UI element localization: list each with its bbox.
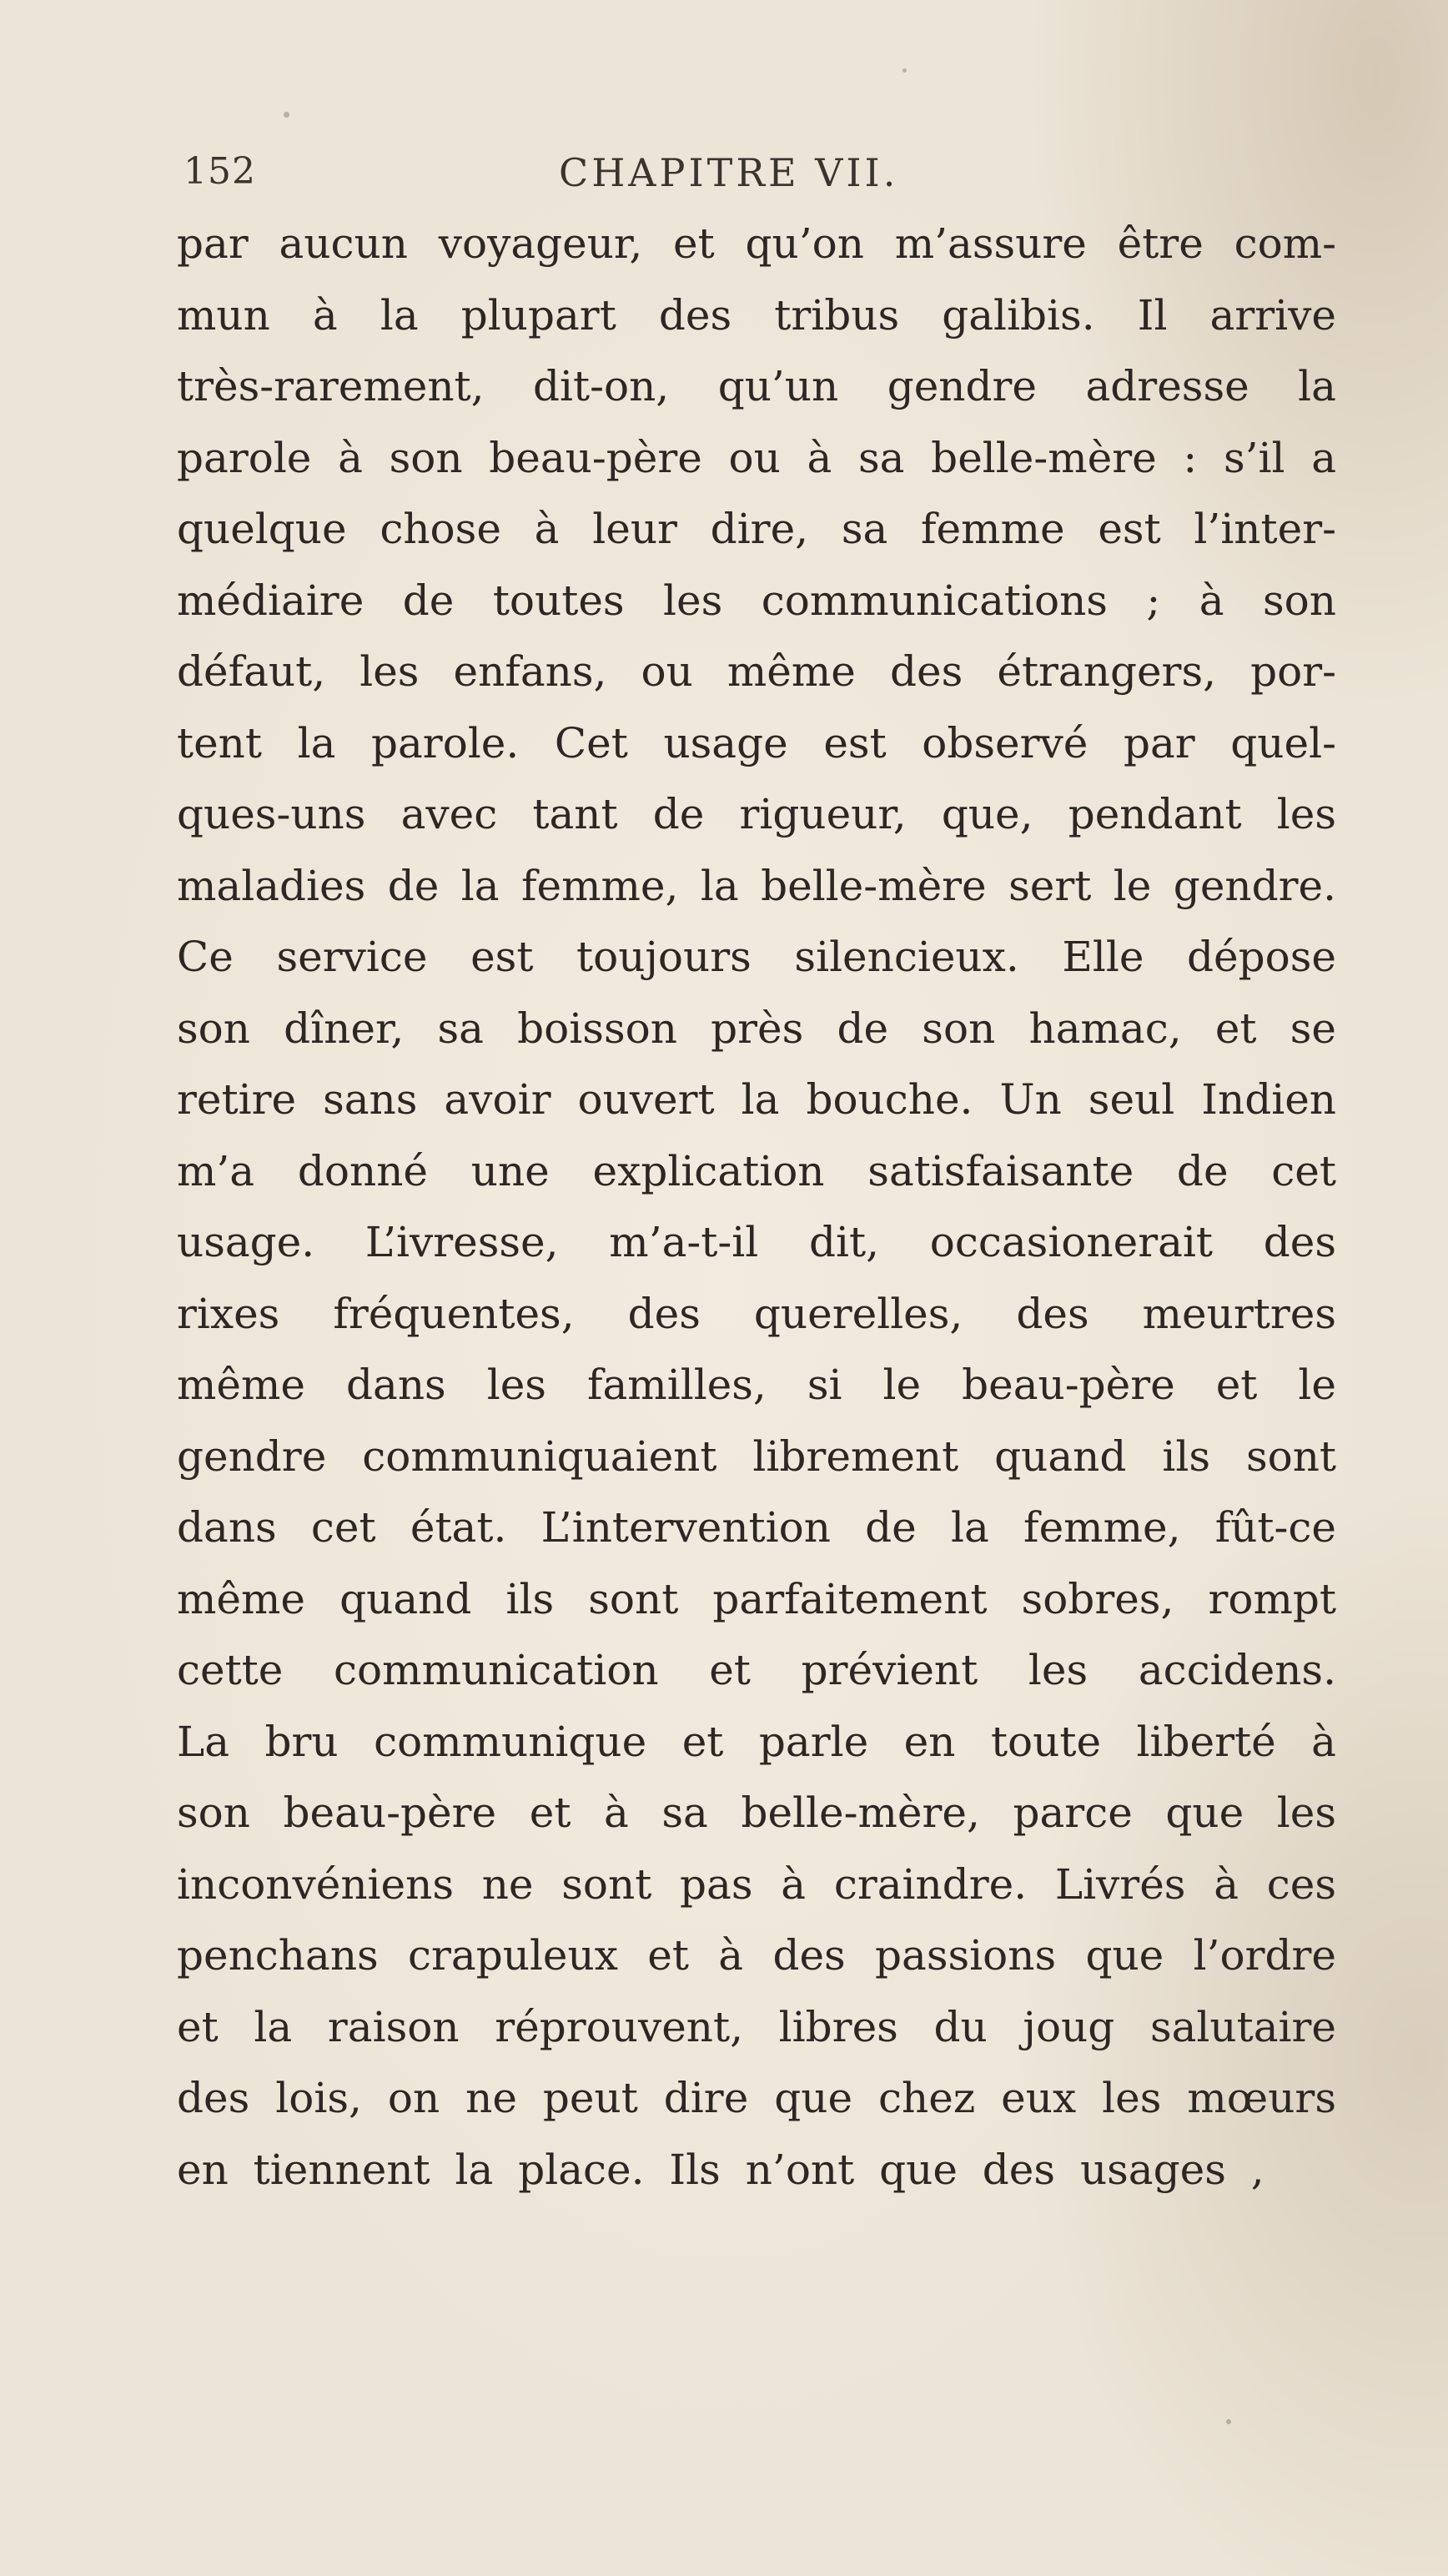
text-line: usage. L’ivresse, m’a-t-il dit, occasionerait des bbox=[177, 1218, 1336, 1266]
text-line: en tiennent la place. Ils n’ont que des usages , bbox=[177, 2145, 1264, 2194]
text-line: tent la parole. Cet usage est observé par quel- bbox=[177, 718, 1336, 767]
text-line: mun à la plupart des tribus galibis. Il arrive bbox=[177, 290, 1336, 340]
text-line: parole à son beau-père ou à sa belle-mère : s’il a bbox=[177, 433, 1336, 482]
text-line: m’a donné une explication satisfaisante de cet bbox=[177, 1146, 1336, 1195]
text-line: inconvéniens ne sont pas à craindre. Livrés à ces bbox=[177, 1859, 1336, 1909]
text-line: La bru communique et parle en toute liberté à bbox=[177, 1717, 1336, 1766]
text-line: son beau-père et à sa belle-mère, parce que les bbox=[177, 1789, 1336, 1837]
running-head: CHAPITRE VII. bbox=[559, 150, 899, 195]
text-line: retire sans avoir ouvert la bouche. Un seul Indien bbox=[177, 1075, 1336, 1124]
body-text bbox=[177, 209, 1336, 2206]
text-line: rixes fréquentes, des querelles, des meurtres bbox=[177, 1289, 1336, 1338]
text-line: penchans crapuleux et à des passions que l’ordre bbox=[177, 1931, 1336, 1980]
page-number: 152 bbox=[184, 150, 256, 193]
text-line: ques-uns avec tant de rigueur, que, pendant les bbox=[177, 790, 1336, 838]
page-header bbox=[175, 150, 1310, 209]
text-line: des lois, on ne peut dire que chez eux les mœurs bbox=[177, 2074, 1336, 2122]
text-line: par aucun voyageur, et qu’on m’assure être com- bbox=[177, 219, 1336, 268]
text-line: gendre communiquaient librement quand ils sont bbox=[177, 1431, 1336, 1481]
text-line: très-rarement, dit-on, qu’un gendre adresse la bbox=[177, 362, 1336, 410]
text-line: défaut, les enfans, ou même des étrangers, por- bbox=[177, 647, 1336, 696]
paper-speck bbox=[902, 68, 907, 73]
text-line: quelque chose à leur dire, sa femme est l’inter- bbox=[177, 505, 1336, 553]
text-line: et la raison réprouvent, libres du joug salutaire bbox=[177, 2002, 1336, 2051]
text-line: même dans les familles, si le beau-père et le bbox=[177, 1361, 1336, 1409]
text-line: Ce service est toujours silencieux. Elle dépose bbox=[177, 933, 1336, 981]
text-line: son dîner, sa boisson près de son hamac, et se bbox=[177, 1004, 1336, 1053]
text-line: médiaire de toutes les communications ; à son bbox=[177, 576, 1336, 625]
paper-speck bbox=[284, 112, 289, 118]
text-line: maladies de la femme, la belle-mère sert le gendre. bbox=[177, 861, 1336, 910]
text-line: dans cet état. L’intervention de la femme, fût-ce bbox=[177, 1503, 1336, 1552]
paper-speck bbox=[1226, 2419, 1231, 2424]
text-line: cette communication et prévient les accidens. bbox=[177, 1646, 1336, 1694]
text-line: même quand ils sont parfaitement sobres, rompt bbox=[177, 1574, 1336, 1623]
